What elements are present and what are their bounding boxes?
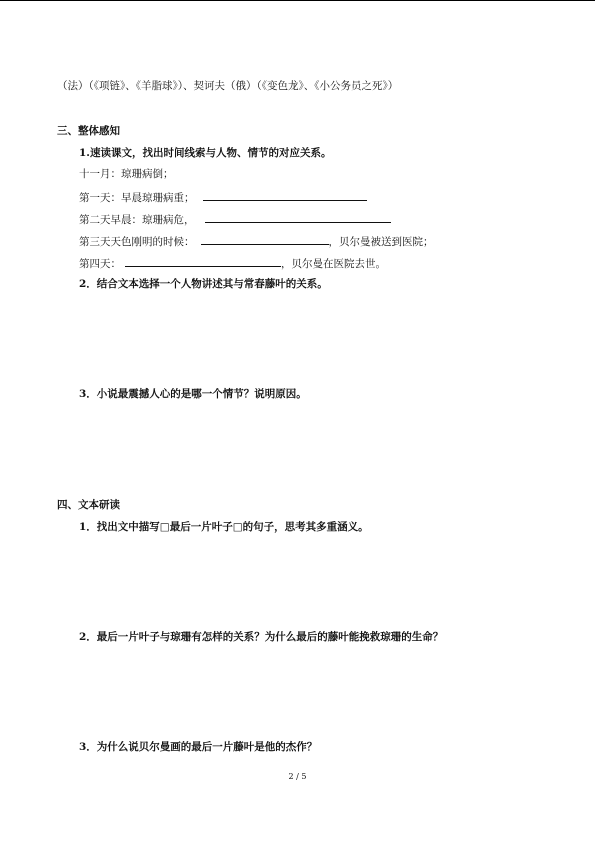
section4-question1: 1．找出文中描写□最后一片叶子□的句子，思考其多重涵义。 bbox=[79, 521, 369, 533]
timeline-row-day4 bbox=[79, 255, 386, 271]
timeline-row-day3 bbox=[79, 233, 434, 249]
timeline-day3-suffix: ，贝尔曼被送到医院； bbox=[328, 236, 434, 248]
timeline-row-day1 bbox=[79, 189, 367, 205]
section4-heading: 四、文本研读 bbox=[57, 499, 120, 511]
answer-blank-day1[interactable] bbox=[203, 189, 367, 201]
section3-question3: 3．小说最震撼人心的是哪一个情节？说明原因。 bbox=[79, 388, 307, 400]
timeline-day3-label: 第三天天色刚明的时候： bbox=[79, 236, 195, 248]
timeline-day2-label: 第二天早晨：琼珊病危， bbox=[79, 214, 195, 226]
answer-blank-day2[interactable] bbox=[205, 211, 391, 223]
section3-heading: 三、整体感知 bbox=[57, 125, 120, 137]
section3-question1: 1.速读课文，找出时间线索与人物、情节的对应关系。 bbox=[79, 147, 332, 159]
timeline-day4-label: 第四天： bbox=[79, 258, 121, 270]
answer-blank-day4[interactable] bbox=[125, 255, 281, 267]
timeline-day1-label: 第一天：早晨琼珊病重； bbox=[79, 192, 195, 204]
timeline-day4-suffix: ，贝尔曼在医院去世。 bbox=[281, 258, 386, 270]
timeline-row-november: 十一月：琼珊病倒； bbox=[79, 168, 174, 180]
timeline-row-day2 bbox=[79, 211, 391, 227]
top-border-line bbox=[0, 0, 595, 1]
section4-question3: 3．为什么说贝尔曼画的最后一片藤叶是他的杰作？ bbox=[79, 741, 318, 753]
page-number: 2 / 5 bbox=[288, 772, 307, 781]
section3-question2: 2．结合文本选择一个人物讲述其与常春藤叶的关系。 bbox=[79, 278, 328, 290]
section4-question2: 2．最后一片叶子与琼珊有怎样的关系？为什么最后的藤叶能挽救琼珊的生命？ bbox=[79, 631, 444, 643]
answer-blank-day3[interactable] bbox=[201, 233, 329, 245]
intro-line: （法）（《项链》、《羊脂球》）、契诃夫（俄）（《变色龙》、《小公务员之死》） bbox=[57, 80, 399, 92]
